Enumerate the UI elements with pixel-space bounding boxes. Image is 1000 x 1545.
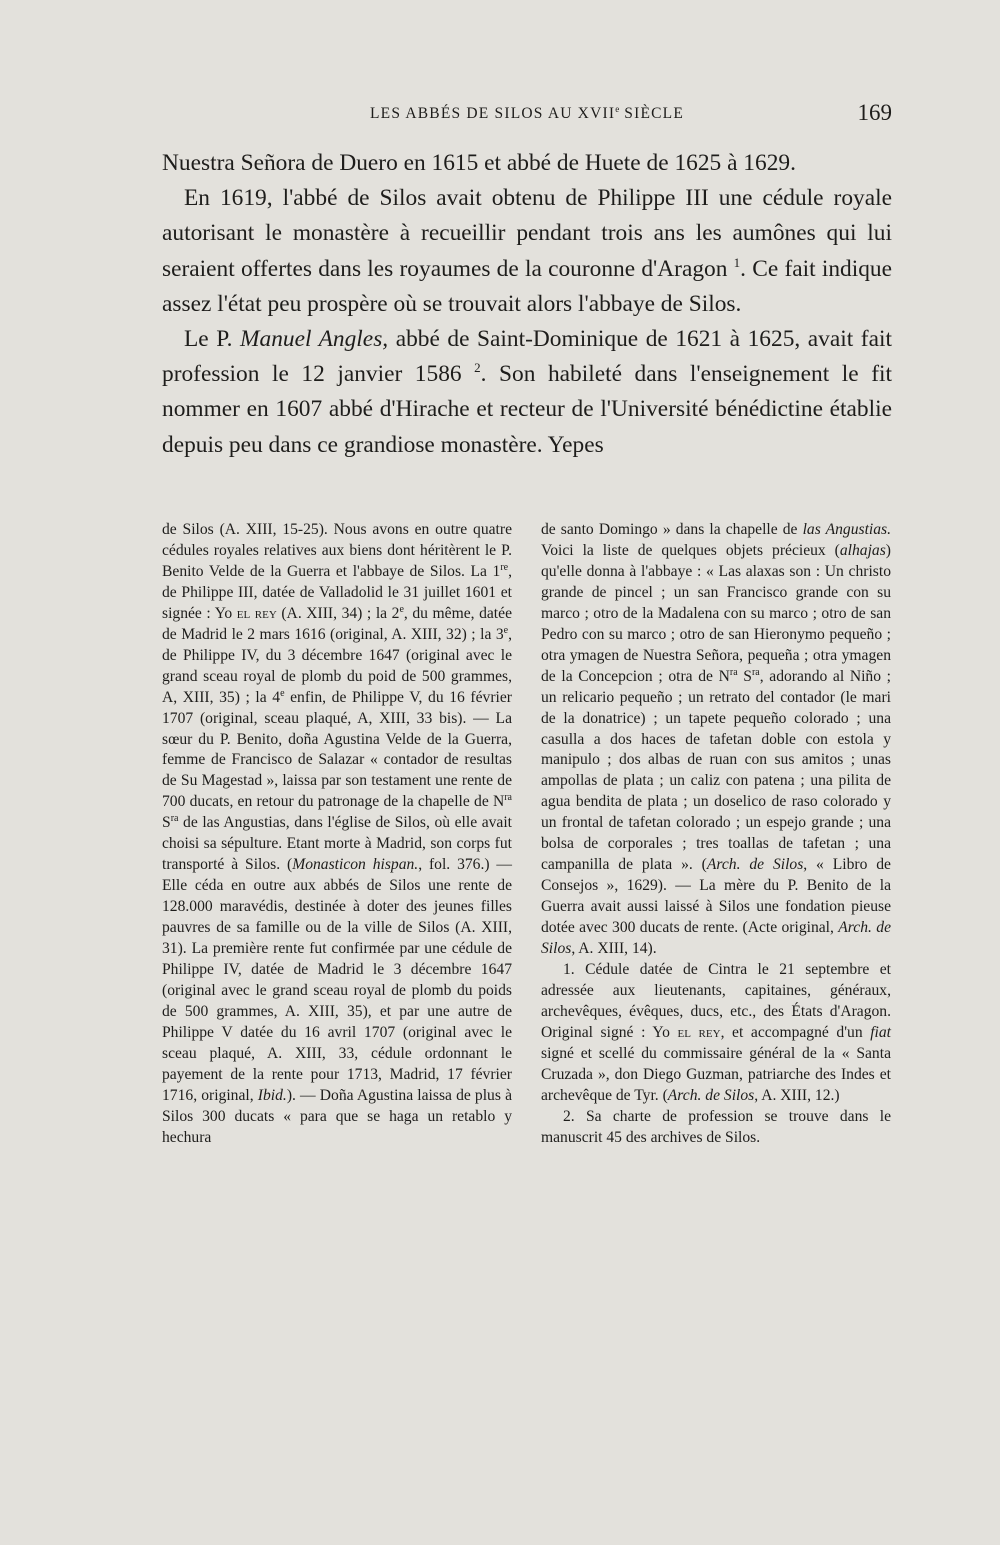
main-p2-text-end: . Ce fait indique assez l'état peu prospère où se trouvait alors l'abbaye de Silos. bbox=[162, 255, 893, 317]
footnote-1 bbox=[541, 960, 891, 1107]
note-text: Voici la liste de quelques objets précieux ( bbox=[541, 541, 840, 559]
page-header bbox=[162, 100, 892, 130]
main-text bbox=[162, 146, 892, 463]
note-italic: Arch. de Silos bbox=[706, 856, 804, 874]
note-italic: alhajas bbox=[839, 541, 886, 559]
main-p3-text-mid: abbé de Saint-Dominique de 1621 à 1625, avait fait profession le 12 janvier 1586 bbox=[162, 326, 892, 388]
note-italic: las Angustias. bbox=[802, 521, 891, 538]
note-text: , « Libro de Consejos », 1629). — La mère du P. Benito de la Guerra avait aussi laissé à Silos une fondation pieuse dotée avec 300 ducats de rente. (Acte original, bbox=[541, 856, 891, 937]
note-italic: Ibid. bbox=[257, 1086, 287, 1104]
note-sup: ra bbox=[751, 666, 760, 678]
note-text: , de Philippe IV, du 3 décembre 1647 (original avec le grand sceau royal de plomb du poid de 500 grammes, A, XIII, 35) ; la 4 bbox=[162, 625, 512, 706]
note-sup: e bbox=[399, 603, 404, 615]
footnotes-left-column bbox=[162, 520, 512, 1149]
note-italic: Arch. de Silos bbox=[667, 1086, 755, 1104]
main-paragraph-3 bbox=[162, 322, 892, 463]
note-sup: e bbox=[503, 624, 509, 636]
note-sup: ra bbox=[729, 666, 738, 678]
note-sup: ra bbox=[504, 792, 512, 804]
main-p3-text-end: . Son habileté dans l'enseignement le fit nommer en 1607 abbé d'Hirache et recteur de l'Université bénédictine établie depuis peu dans ce grandiose monastère. Yepes bbox=[162, 361, 892, 458]
running-head-end: SIÈCLE bbox=[624, 105, 684, 123]
note-text: , du même, datée de Madrid le 2 mars 1616 (original, A. XIII, 32) ; la 3 bbox=[162, 604, 512, 643]
running-head bbox=[162, 104, 892, 123]
abbot-name: Manuel Angles, bbox=[240, 326, 389, 353]
note-italic: Arch. de Silos bbox=[541, 919, 891, 958]
note-text: , A. XIII, 14). bbox=[571, 940, 657, 958]
note-text: S bbox=[162, 814, 171, 832]
note-text: , de Philippe III, datée de Valladolid le 31 juillet 1601 et signée : Yo bbox=[162, 562, 512, 622]
note-text: (A. XIII, 34) ; la 2 bbox=[276, 604, 400, 622]
note-sup: e bbox=[280, 687, 285, 699]
footnote-continuation-right bbox=[541, 520, 891, 960]
footnote-ref-1: 1 bbox=[733, 254, 741, 270]
footnotes-right-column bbox=[541, 520, 891, 1149]
note-text: de santo Domingo » dans la chapelle de bbox=[541, 521, 803, 538]
page-number: 169 bbox=[857, 100, 892, 125]
note-sup: ra bbox=[170, 813, 179, 825]
note-text: , fol. 376.) — Elle céda en outre aux abbés de Silos une rente de 128.000 maravédis, destinée à doter des jeunes filles pauvres de sa famille ou de la ville de Silos (A. XIII, 31). La première rente fut confirmée par une cédule de Philippe IV, datée de Madrid le 3 décembre 1647 (original avec le grand sceau royal de plomb du poids de 500 grammes, A. XIII, 35), et par une autre de Philippe V datée du 16 avril 1707 (original avec le sceau plaqué, A. XIII, 33, cédule ordonnant le payement de la rente pour 1713, Madrid, 17 février 1716, original, bbox=[162, 856, 513, 1104]
note-italic: fiat bbox=[870, 1023, 892, 1041]
main-paragraph-2 bbox=[162, 181, 892, 322]
note-sup: re bbox=[500, 561, 509, 573]
note-text: , et accompagné d'un bbox=[720, 1023, 871, 1041]
footnote-2: 2. Sa charte de profession se trouve dans le manuscrit 45 des archives de Silos. bbox=[541, 1107, 891, 1146]
running-head-sup: e bbox=[615, 104, 620, 114]
note-text: S bbox=[737, 667, 752, 685]
note-text: enfin, de Philippe V, du 16 février 1707 (original, sceau plaqué, A, XIII, 33 bis). — La sœur du P. Benito, doña Agustina Velde de la Guerra, femme de Francisco de Salazar « contador de resultas de Su Magestad », laissa par son testament une rente de 700 ducats, en retour du patronage de la chapelle de N bbox=[162, 688, 512, 811]
note-text: signé et scellé du commissaire général de la « Santa Cruzada », don Diego Guzman, patriarche des Indes et archevêque de Tyr. ( bbox=[541, 1044, 891, 1104]
note-text: , A. XIII, 12.) bbox=[754, 1086, 840, 1104]
note-text: 1. Cédule datée de Cintra le 21 septembre et adressée aux lieutenants, capitaines, généraux, archevêques, évêques, ducs, etc., des États d'Aragon. Original signé : Yo bbox=[541, 961, 891, 1041]
main-paragraph-1: Nuestra Señora de Duero en 1615 et abbé de Huete de 1625 à 1629. bbox=[162, 150, 796, 176]
running-head-text: LES ABBÉS DE SILOS AU XVII bbox=[369, 105, 616, 123]
note-text: ). — Doña Agustina laissa de plus à Silos 300 ducats « para que se haga un retablo y hechura bbox=[162, 1086, 512, 1146]
footnote-continuation-left bbox=[162, 520, 512, 1149]
note-italic: Monasticon hispan. bbox=[292, 856, 419, 874]
note-smallcaps: el rey bbox=[236, 604, 277, 622]
note-text: de Silos (A. XIII, 15-25). Nous avons en outre quatre cédules royales relatives aux biens dont héritèrent le P. Benito Velde de la Guerra et l'abbaye de Silos. La 1 bbox=[162, 521, 512, 580]
main-p2-text: En 1619, l'abbé de Silos avait obtenu de Philippe III une cédule royale autorisant le monastère à recueillir pendant trois ans les aumônes qui lui seraient offertes dans les royaumes de la couronne d'Aragon bbox=[162, 185, 892, 282]
main-p3-text: Le P. bbox=[184, 326, 241, 353]
footnote-ref-2: 2 bbox=[474, 360, 481, 376]
note-text: ) qu'elle donna à l'abbaye : « Las alaxas son : Un christo grande de pincel ; un san Francisco grande con su marco ; otro de la Madalena con su marco ; otro de san Pedro con su marco ; otro de san Hieronymo pequeño ; otra ymagen de Nuestra Señora, pequeña ; otra ymagen de la Concepcion ; otra de N bbox=[541, 541, 891, 685]
note-text: de las Angustias, dans l'église de Silos, où elle avait choisi sa sépulture. Etant morte à Madrid, son corps fut transporté à Silos. ( bbox=[162, 814, 512, 874]
note-text: , adorando al Niño ; un relicario pequeño ; un retrato del contador (le mari de la donatrice) ; un tapete pequeño colorado ; una casulla a dos haces de tafetan doble con estola y manipulo ; dos albas de ruan con sus amitos ; unas ampollas de plata ; un caliz con patena ; una pilita de agua bendita de plata ; un doselico de raso colorado y un frontal de tafetan colorado ; un espejo grande ; una bolsa de corporales ; tres toallas de tafetan ; una campanilla de plata ». ( bbox=[541, 667, 891, 874]
note-smallcaps: el rey bbox=[677, 1023, 721, 1041]
